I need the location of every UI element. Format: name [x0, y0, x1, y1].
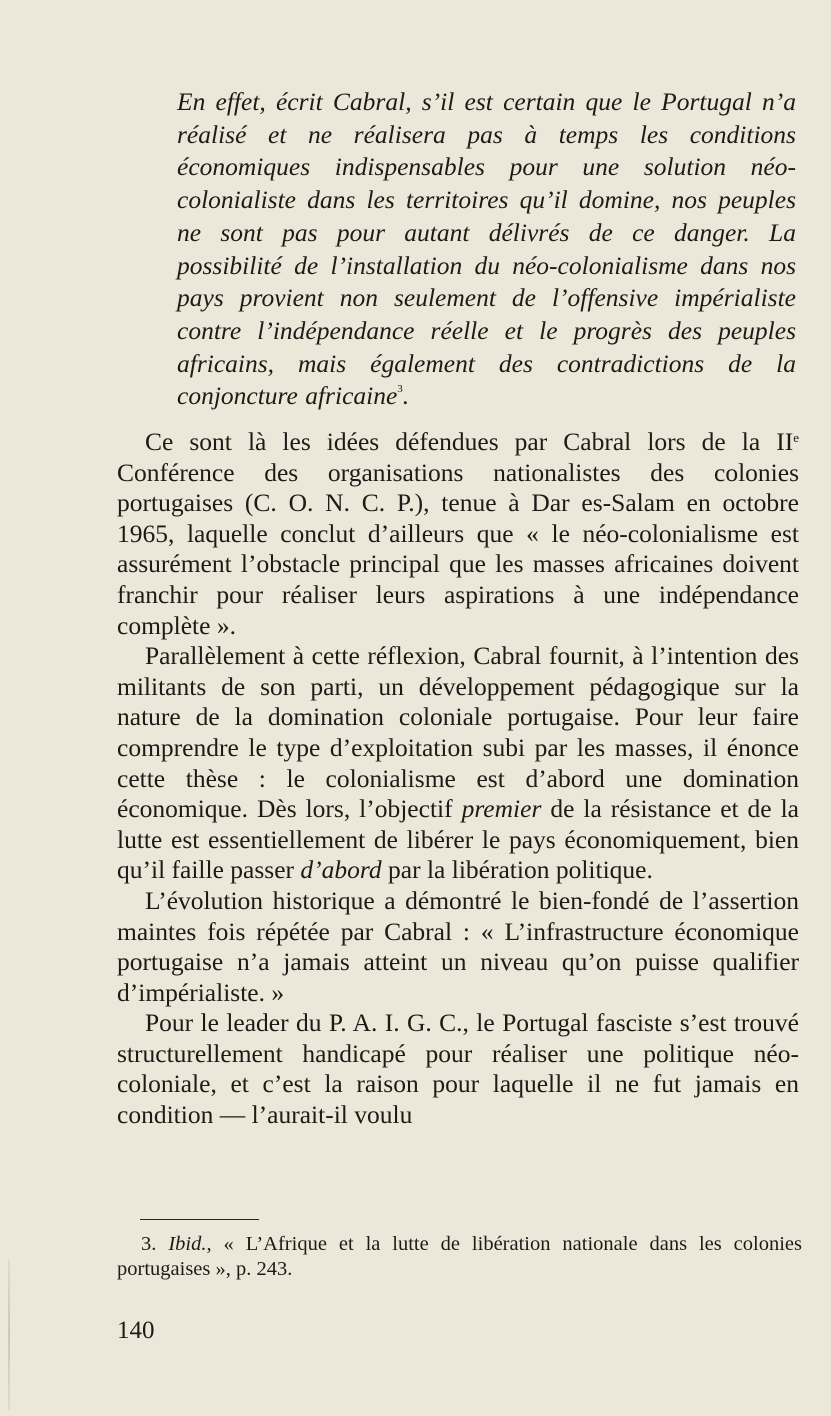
paragraph-3: L’évolution historique a démontré le bien-fondé de l’assertion maintes fois répétée par Cabral : « L’infrastructure économique portugaise n’a jamais atteint un niveau qu’on puisse qualifier d’impérialiste. »	[117, 885, 799, 1007]
scan-edge-shadow	[8, 1260, 10, 1410]
footnote-reference[interactable]: 3	[397, 383, 403, 396]
quote-end: .	[402, 381, 410, 411]
paragraph-2	[117, 641, 799, 886]
paragraph-1-text: Ce sont là les idées défendues par Cabral lors de la II	[145, 427, 794, 456]
page-number: 140	[117, 1317, 155, 1344]
paragraph-1	[117, 427, 799, 641]
paragraph-2-text: Parallèlement à cette réflexion, Cabral fournit, à l’intention des militants de son parti, un développement pédagogique sur la nature de la domination coloniale portugaise. Pour leur faire comprendre le type d’exploitation subi par les masses, il énonce cette thèse : le colonialisme est d’abord une domination économique. Dès lors, l’objectif	[117, 641, 799, 824]
body-text	[117, 427, 799, 1131]
footnote-number: 3.	[141, 1233, 169, 1255]
paragraph-1-text-cont: Conférence des organisations nationalistes des colonies portugaises (C. O. N. C. P.), tenue à Dar es-Salam en octobre 1965, laquelle conclut d’ailleurs que « le néo-colonialisme est assurément l’obstacle principal que les masses africaines doivent franchir pour réaliser leurs aspirations à une indépendance complète ».	[117, 457, 799, 640]
block-quote	[177, 86, 796, 413]
quote-text: En effet, écrit Cabral, s’il est certain que le Portugal n’a réalisé et ne réalisera pas à temps les conditions économiques indispensables pour une solution néo-colonialiste dans les territoires qu’il domine, nos peuples ne sont pas pour autant délivrés de ce danger. La possibilité de l’installation du néo-colonialisme dans nos pays provient non seulement de l’offensive impérialiste contre l’indépendance réelle et le progrès des peuples africains, mais également des contradictions de la conjoncture africaine	[177, 87, 796, 411]
footnote-divider	[140, 1219, 259, 1220]
ordinal-superscript: e	[793, 430, 799, 445]
emphasis-premier: premier	[461, 794, 542, 824]
paragraph-2-text-cont: de la résistance et de la lutte est essentiellement de libérer le pays économiquement, bien qu’il faille passer	[117, 794, 799, 885]
paragraph-2-text-end: par la libération politique.	[381, 855, 653, 885]
emphasis-dabord: d’abord	[300, 855, 382, 885]
footnote-text: , « L’Afrique et la lutte de libération nationale dans les colonies portugaises », p. 243.	[117, 1233, 803, 1280]
footnote-ibid: Ibid.	[168, 1233, 207, 1255]
paragraph-4: Pour le leader du P. A. I. G. C., le Portugal fasciste s’est trouvé structurellement handicapé pour réaliser une politique néo-coloniale, et c’est la raison pour laquelle il ne fut jamais en condition — l’aurait-il voulu	[117, 1008, 799, 1130]
footnote	[117, 1232, 802, 1282]
footnote-3	[117, 1232, 802, 1282]
